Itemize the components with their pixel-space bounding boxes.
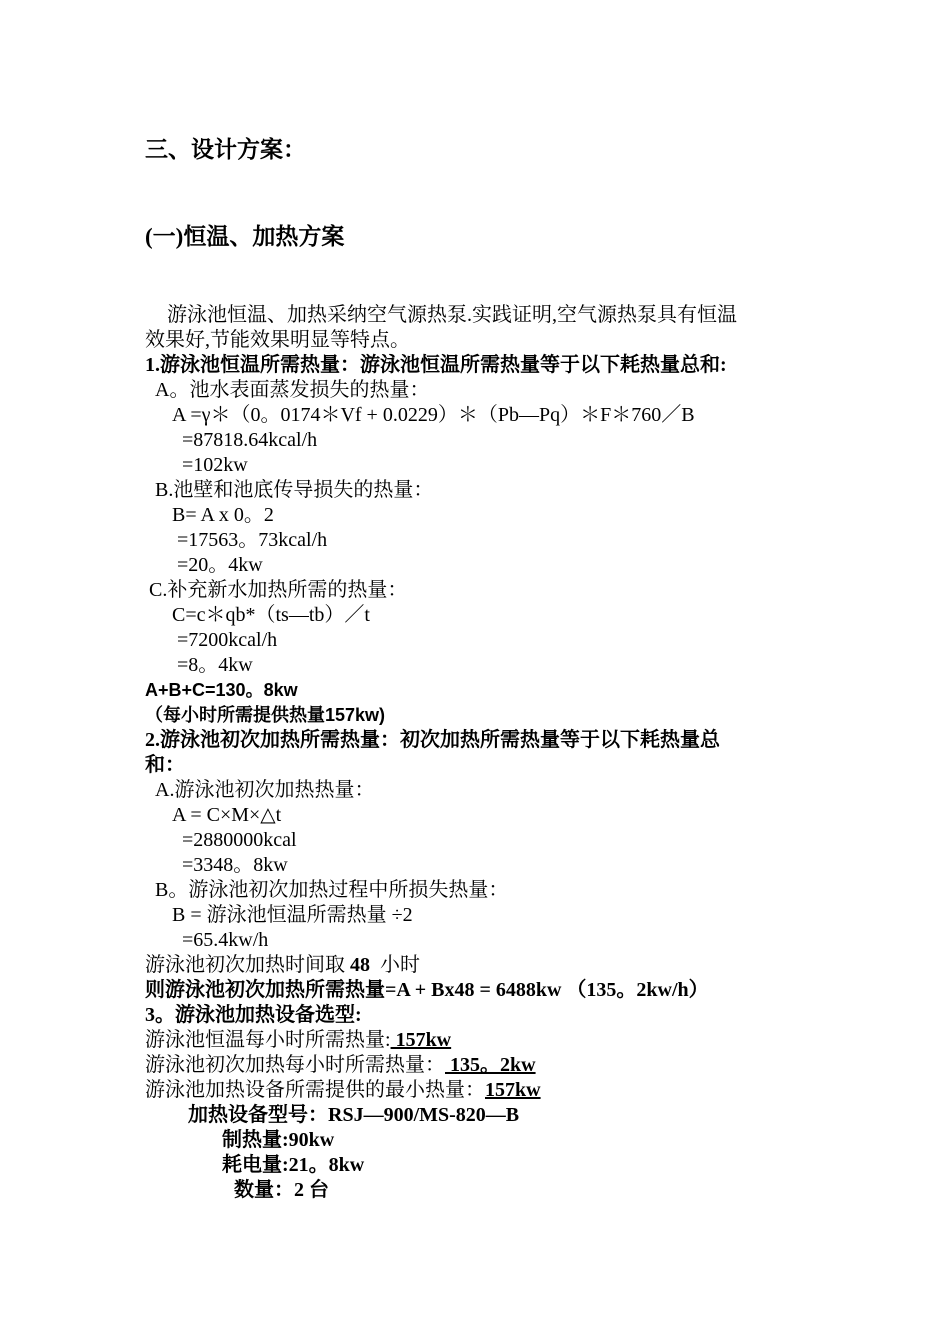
s1-b-value-2: =20。4kw [177, 554, 263, 576]
intro-paragraph-line-1: 游泳池恒温、加热采纳空气源热泵.实践证明,空气源热泵具有恒温 [167, 304, 737, 326]
s1-sum: A+B+C=130。8kw [145, 680, 298, 700]
s2-a-formula: A = C×M×△t [172, 804, 282, 826]
s3-line-3-value: 157kw [485, 1079, 541, 1101]
section-heading: 三、设计方案： [145, 137, 306, 162]
s2-time-unit: 小时 [380, 954, 420, 976]
s2-a-value-1: =2880000kcal [182, 829, 297, 851]
s3-line-2 [145, 1053, 536, 1078]
s3-quantity: 数量：2 台 [234, 1179, 329, 1201]
s3-line-1-value: 157kw [390, 1029, 452, 1051]
section-2-title-line-2: 和： [145, 754, 185, 776]
s3-line-2-label: 游泳池初次加热每小时所需热量： [145, 1054, 445, 1076]
s2-time-text: 游泳池初次加热时间取 [145, 954, 345, 976]
s3-line-3 [145, 1078, 541, 1103]
s2-b-label: B。游泳池初次加热过程中所损失热量： [155, 879, 509, 901]
s3-heating-capacity: 制热量:90kw [222, 1129, 335, 1151]
s1-c-value-1: =7200kcal/h [177, 629, 278, 651]
s3-line-1-label: 游泳池恒温每小时所需热量: [145, 1029, 391, 1051]
s3-line-2-value: 135。2kw [445, 1054, 536, 1076]
s1-c-label: C.补充新水加热所需的热量： [149, 579, 408, 601]
section-3-title: 3。游泳池加热设备选型: [145, 1004, 362, 1026]
s1-b-label: B.池壁和池底传导损失的热量： [155, 479, 434, 501]
s1-a-value-1: =87818.64kcal/h [182, 429, 318, 451]
s2-b-formula: B = 游泳池恒温所需热量 ÷2 [172, 904, 413, 926]
s1-a-value-2: =102kw [182, 454, 248, 476]
s3-power-consumption: 耗电量:21。8kw [222, 1154, 365, 1176]
s2-a-value-2: =3348。8kw [182, 854, 288, 876]
s3-line-3-label: 游泳池加热设备所需提供的最小热量： [145, 1079, 485, 1101]
s1-c-value-2: =8。4kw [177, 654, 253, 676]
s1-b-value-1: =17563。73kcal/h [177, 529, 328, 551]
s3-line-1 [145, 1028, 451, 1053]
s1-b-formula: B= A x 0。2 [172, 504, 274, 526]
s1-a-formula: A =γ＊（0。0174＊Vf + 0.0229）＊（Pb—Pq）＊F＊760／B [172, 404, 695, 426]
section-2-title-line-1: 2.游泳池初次加热所需热量：初次加热所需热量等于以下耗热量总 [145, 729, 720, 751]
subsection-heading: (一)恒温、加热方案 [145, 224, 345, 249]
s1-sum-note: （每小时所需提供热量157kw) [145, 705, 386, 725]
s1-c-formula: C=c＊qb*（ts—tb）／t [172, 604, 370, 626]
s2-result: 则游泳池初次加热所需热量=A + Bx48 = 6488kw （135。2kw/h） [145, 979, 709, 1001]
s2-time-value: 48 [350, 954, 370, 976]
s2-b-value-1: =65.4kw/h [182, 929, 269, 951]
s3-equipment-model: 加热设备型号：RSJ—900/MS-820—B [188, 1104, 520, 1126]
s1-a-label: A。池水表面蒸发损失的热量： [155, 379, 430, 401]
section-1-title: 1.游泳池恒温所需热量：游泳池恒温所需热量等于以下耗热量总和: [145, 354, 727, 376]
intro-paragraph-line-2: 效果好,节能效果明显等特点。 [145, 329, 410, 351]
s2-a-label: A.游泳池初次加热热量： [155, 779, 375, 801]
s2-heating-time [145, 953, 420, 978]
